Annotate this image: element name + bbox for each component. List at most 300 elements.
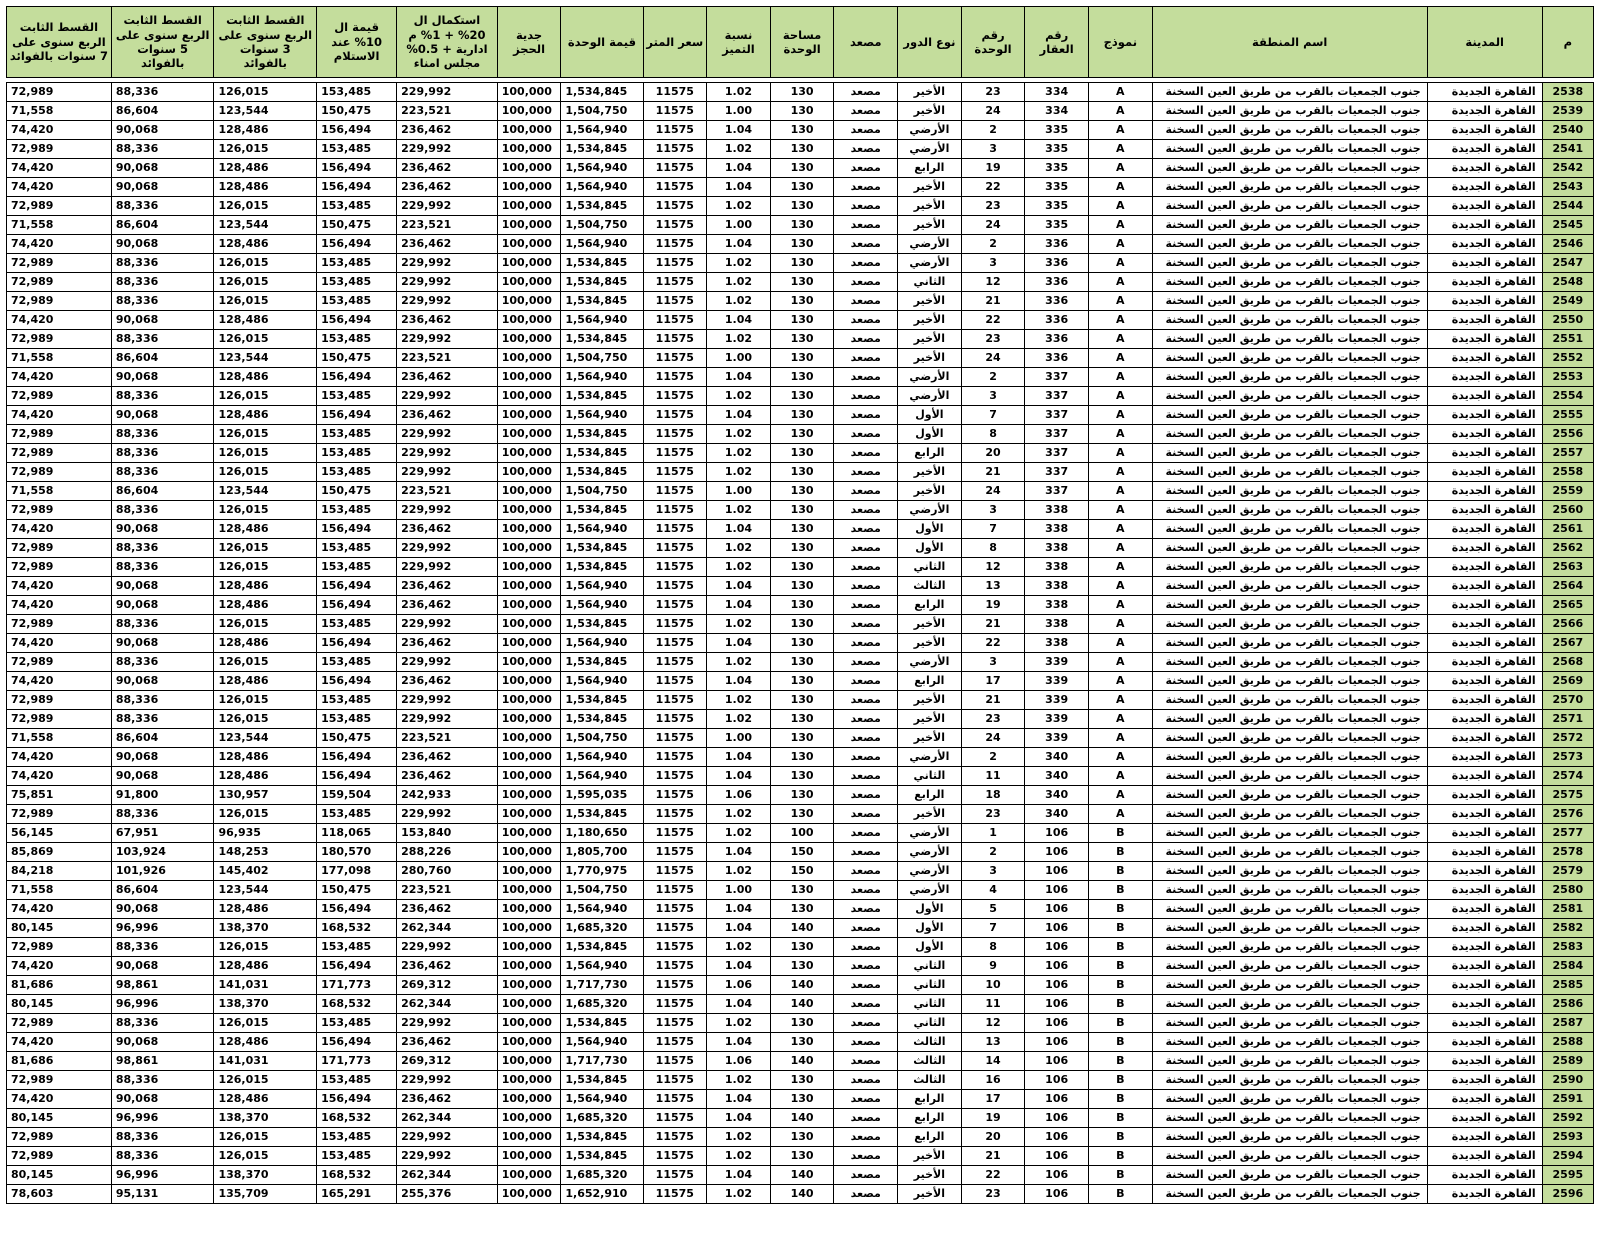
cell-installment-3y: 126,015 bbox=[214, 1128, 317, 1147]
cell-unit-value: 1,534,845 bbox=[561, 653, 643, 672]
cell-installment-7y: 72,989 bbox=[7, 1128, 112, 1147]
cell-installment-7y: 72,989 bbox=[7, 273, 112, 292]
cell-model: A bbox=[1088, 615, 1152, 634]
cell-region: جنوب الجمعيات بالقرب من طريق العين السخنة bbox=[1152, 159, 1427, 178]
cell-city: القاهرة الجديدة bbox=[1427, 596, 1542, 615]
cell-property-no: 338 bbox=[1025, 501, 1089, 520]
cell-booking-deposit: 100,000 bbox=[497, 539, 561, 558]
cell-elevator: مصعد bbox=[834, 1090, 898, 1109]
cell-unit-value: 1,805,700 bbox=[561, 843, 643, 862]
cell-property-no: 340 bbox=[1025, 786, 1089, 805]
cell-installment-7y: 80,145 bbox=[7, 919, 112, 938]
cell-region: جنوب الجمعيات بالقرب من طريق العين السخنة bbox=[1152, 615, 1427, 634]
cell-city: القاهرة الجديدة bbox=[1427, 691, 1542, 710]
cell-elevator: مصعد bbox=[834, 748, 898, 767]
cell-completion: 236,462 bbox=[397, 368, 498, 387]
cell-installment-3y: 128,486 bbox=[214, 159, 317, 178]
cell-elevator: مصعد bbox=[834, 197, 898, 216]
cell-installment-5y: 98,861 bbox=[111, 976, 214, 995]
cell-installment-7y: 72,989 bbox=[7, 615, 112, 634]
cell-region: جنوب الجمعيات بالقرب من طريق العين السخنة bbox=[1152, 83, 1427, 102]
cell-property-no: 335 bbox=[1025, 159, 1089, 178]
cell-installment-5y: 90,068 bbox=[111, 311, 214, 330]
cell-property-no: 334 bbox=[1025, 83, 1089, 102]
cell-delivery-10pct: 153,485 bbox=[317, 938, 397, 957]
cell-sqm-price: 11575 bbox=[643, 178, 707, 197]
cell-id: 2588 bbox=[1542, 1033, 1593, 1052]
cell-id: 2584 bbox=[1542, 957, 1593, 976]
cell-installment-7y: 81,686 bbox=[7, 1052, 112, 1071]
cell-installment-3y: 126,015 bbox=[214, 501, 317, 520]
cell-elevator: مصعد bbox=[834, 254, 898, 273]
cell-sqm-price: 11575 bbox=[643, 406, 707, 425]
cell-unit-value: 1,534,845 bbox=[561, 425, 643, 444]
cell-floor-type: الأخير bbox=[898, 634, 962, 653]
cell-floor-type: الأخير bbox=[898, 1166, 962, 1185]
cell-id: 2555 bbox=[1542, 406, 1593, 425]
cell-elevator: مصعد bbox=[834, 824, 898, 843]
table-row bbox=[7, 976, 1594, 995]
cell-installment-5y: 90,068 bbox=[111, 596, 214, 615]
cell-model: A bbox=[1088, 672, 1152, 691]
cell-id: 2578 bbox=[1542, 843, 1593, 862]
cell-model: B bbox=[1088, 843, 1152, 862]
cell-city: القاهرة الجديدة bbox=[1427, 311, 1542, 330]
table-row bbox=[7, 197, 1594, 216]
cell-sqm-price: 11575 bbox=[643, 691, 707, 710]
cell-delivery-10pct: 150,475 bbox=[317, 482, 397, 501]
cell-unit-value: 1,564,940 bbox=[561, 235, 643, 254]
cell-unit-no: 16 bbox=[961, 1071, 1025, 1090]
table-row bbox=[7, 273, 1594, 292]
cell-completion: 288,226 bbox=[397, 843, 498, 862]
cell-floor-type: الأول bbox=[898, 520, 962, 539]
table-row bbox=[7, 330, 1594, 349]
cell-city: القاهرة الجديدة bbox=[1427, 1071, 1542, 1090]
cell-completion: 236,462 bbox=[397, 672, 498, 691]
cell-installment-3y: 126,015 bbox=[214, 805, 317, 824]
cell-region: جنوب الجمعيات بالقرب من طريق العين السخنة bbox=[1152, 501, 1427, 520]
cell-installment-3y: 138,370 bbox=[214, 919, 317, 938]
cell-premium-ratio: 1.00 bbox=[707, 729, 771, 748]
cell-id: 2559 bbox=[1542, 482, 1593, 501]
table-row bbox=[7, 1014, 1594, 1033]
cell-installment-5y: 86,604 bbox=[111, 216, 214, 235]
cell-sqm-price: 11575 bbox=[643, 843, 707, 862]
cell-region: جنوب الجمعيات بالقرب من طريق العين السخنة bbox=[1152, 710, 1427, 729]
cell-unit-no: 23 bbox=[961, 710, 1025, 729]
cell-delivery-10pct: 153,485 bbox=[317, 387, 397, 406]
table-row bbox=[7, 463, 1594, 482]
cell-elevator: مصعد bbox=[834, 729, 898, 748]
cell-completion: 236,462 bbox=[397, 235, 498, 254]
cell-area: 140 bbox=[770, 919, 834, 938]
cell-delivery-10pct: 153,485 bbox=[317, 254, 397, 273]
cell-region: جنوب الجمعيات بالقرب من طريق العين السخنة bbox=[1152, 824, 1427, 843]
cell-installment-3y: 126,015 bbox=[214, 653, 317, 672]
cell-booking-deposit: 100,000 bbox=[497, 1090, 561, 1109]
cell-unit-no: 22 bbox=[961, 178, 1025, 197]
cell-completion: 229,992 bbox=[397, 254, 498, 273]
cell-installment-3y: 123,544 bbox=[214, 349, 317, 368]
cell-installment-3y: 128,486 bbox=[214, 368, 317, 387]
table-row bbox=[7, 1147, 1594, 1166]
cell-region: جنوب الجمعيات بالقرب من طريق العين السخنة bbox=[1152, 482, 1427, 501]
cell-booking-deposit: 100,000 bbox=[497, 1147, 561, 1166]
cell-floor-type: الأخير bbox=[898, 482, 962, 501]
cell-floor-type: الأخير bbox=[898, 710, 962, 729]
cell-property-no: 339 bbox=[1025, 691, 1089, 710]
cell-property-no: 106 bbox=[1025, 1052, 1089, 1071]
cell-sqm-price: 11575 bbox=[643, 197, 707, 216]
cell-floor-type: الأول bbox=[898, 406, 962, 425]
cell-installment-7y: 72,989 bbox=[7, 710, 112, 729]
cell-model: B bbox=[1088, 1147, 1152, 1166]
cell-unit-value: 1,504,750 bbox=[561, 349, 643, 368]
cell-installment-5y: 88,336 bbox=[111, 197, 214, 216]
cell-installment-7y: 74,420 bbox=[7, 520, 112, 539]
table-row bbox=[7, 596, 1594, 615]
cell-sqm-price: 11575 bbox=[643, 729, 707, 748]
cell-booking-deposit: 100,000 bbox=[497, 786, 561, 805]
cell-sqm-price: 11575 bbox=[643, 140, 707, 159]
cell-floor-type: الأخير bbox=[898, 102, 962, 121]
cell-city: القاهرة الجديدة bbox=[1427, 1185, 1542, 1204]
table-row bbox=[7, 881, 1594, 900]
cell-delivery-10pct: 156,494 bbox=[317, 634, 397, 653]
cell-property-no: 338 bbox=[1025, 520, 1089, 539]
cell-completion: 229,992 bbox=[397, 387, 498, 406]
cell-unit-no: 23 bbox=[961, 197, 1025, 216]
cell-premium-ratio: 1.02 bbox=[707, 330, 771, 349]
cell-region: جنوب الجمعيات بالقرب من طريق العين السخنة bbox=[1152, 197, 1427, 216]
cell-premium-ratio: 1.04 bbox=[707, 596, 771, 615]
cell-delivery-10pct: 153,485 bbox=[317, 444, 397, 463]
cell-delivery-10pct: 171,773 bbox=[317, 1052, 397, 1071]
cell-sqm-price: 11575 bbox=[643, 292, 707, 311]
cell-area: 130 bbox=[770, 748, 834, 767]
cell-region: جنوب الجمعيات بالقرب من طريق العين السخنة bbox=[1152, 976, 1427, 995]
table-row bbox=[7, 1109, 1594, 1128]
cell-unit-value: 1,717,730 bbox=[561, 1052, 643, 1071]
cell-model: A bbox=[1088, 729, 1152, 748]
cell-installment-3y: 128,486 bbox=[214, 767, 317, 786]
cell-city: القاهرة الجديدة bbox=[1427, 900, 1542, 919]
cell-model: B bbox=[1088, 824, 1152, 843]
cell-premium-ratio: 1.02 bbox=[707, 1185, 771, 1204]
cell-city: القاهرة الجديدة bbox=[1427, 881, 1542, 900]
table-row bbox=[7, 1071, 1594, 1090]
cell-completion: 269,312 bbox=[397, 976, 498, 995]
cell-sqm-price: 11575 bbox=[643, 1147, 707, 1166]
cell-model: B bbox=[1088, 1071, 1152, 1090]
cell-premium-ratio: 1.04 bbox=[707, 1090, 771, 1109]
cell-unit-value: 1,534,845 bbox=[561, 387, 643, 406]
table-row bbox=[7, 254, 1594, 273]
cell-delivery-10pct: 156,494 bbox=[317, 1033, 397, 1052]
cell-floor-type: الأول bbox=[898, 919, 962, 938]
cell-elevator: مصعد bbox=[834, 406, 898, 425]
cell-premium-ratio: 1.02 bbox=[707, 615, 771, 634]
cell-model: B bbox=[1088, 957, 1152, 976]
cell-unit-value: 1,564,940 bbox=[561, 368, 643, 387]
table-row bbox=[7, 691, 1594, 710]
cell-area: 130 bbox=[770, 425, 834, 444]
cell-property-no: 106 bbox=[1025, 824, 1089, 843]
cell-elevator: مصعد bbox=[834, 121, 898, 140]
cell-booking-deposit: 100,000 bbox=[497, 482, 561, 501]
cell-elevator: مصعد bbox=[834, 368, 898, 387]
cell-installment-7y: 81,686 bbox=[7, 976, 112, 995]
cell-installment-5y: 86,604 bbox=[111, 881, 214, 900]
cell-unit-no: 11 bbox=[961, 995, 1025, 1014]
cell-sqm-price: 11575 bbox=[643, 881, 707, 900]
cell-installment-3y: 126,015 bbox=[214, 1014, 317, 1033]
cell-sqm-price: 11575 bbox=[643, 976, 707, 995]
cell-elevator: مصعد bbox=[834, 520, 898, 539]
cell-completion: 236,462 bbox=[397, 596, 498, 615]
cell-elevator: مصعد bbox=[834, 805, 898, 824]
cell-model: A bbox=[1088, 767, 1152, 786]
cell-area: 130 bbox=[770, 178, 834, 197]
cell-property-no: 106 bbox=[1025, 881, 1089, 900]
cell-floor-type: الأرضي bbox=[898, 501, 962, 520]
cell-installment-7y: 72,989 bbox=[7, 1071, 112, 1090]
cell-area: 130 bbox=[770, 121, 834, 140]
cell-unit-value: 1,534,845 bbox=[561, 1128, 643, 1147]
col-header-elevator: مصعد bbox=[834, 7, 898, 78]
cell-installment-3y: 123,544 bbox=[214, 102, 317, 121]
table-row bbox=[7, 653, 1594, 672]
cell-area: 130 bbox=[770, 444, 834, 463]
cell-booking-deposit: 100,000 bbox=[497, 862, 561, 881]
cell-property-no: 340 bbox=[1025, 767, 1089, 786]
cell-sqm-price: 11575 bbox=[643, 824, 707, 843]
cell-property-no: 338 bbox=[1025, 539, 1089, 558]
cell-installment-7y: 72,989 bbox=[7, 197, 112, 216]
cell-area: 140 bbox=[770, 1052, 834, 1071]
cell-model: A bbox=[1088, 235, 1152, 254]
cell-delivery-10pct: 153,485 bbox=[317, 1014, 397, 1033]
cell-area: 130 bbox=[770, 330, 834, 349]
cell-region: جنوب الجمعيات بالقرب من طريق العين السخنة bbox=[1152, 406, 1427, 425]
cell-delivery-10pct: 153,485 bbox=[317, 292, 397, 311]
cell-id: 2569 bbox=[1542, 672, 1593, 691]
cell-booking-deposit: 100,000 bbox=[497, 140, 561, 159]
cell-unit-value: 1,504,750 bbox=[561, 102, 643, 121]
table-row bbox=[7, 1185, 1594, 1204]
cell-installment-5y: 90,068 bbox=[111, 672, 214, 691]
cell-property-no: 106 bbox=[1025, 995, 1089, 1014]
cell-booking-deposit: 100,000 bbox=[497, 805, 561, 824]
cell-installment-5y: 90,068 bbox=[111, 748, 214, 767]
cell-floor-type: الأخير bbox=[898, 83, 962, 102]
cell-delivery-10pct: 168,532 bbox=[317, 1166, 397, 1185]
cell-id: 2560 bbox=[1542, 501, 1593, 520]
cell-area: 130 bbox=[770, 957, 834, 976]
cell-delivery-10pct: 153,485 bbox=[317, 710, 397, 729]
cell-property-no: 106 bbox=[1025, 1147, 1089, 1166]
cell-installment-7y: 72,989 bbox=[7, 805, 112, 824]
cell-id: 2541 bbox=[1542, 140, 1593, 159]
col-header-model: نموذج bbox=[1088, 7, 1152, 78]
cell-region: جنوب الجمعيات بالقرب من طريق العين السخنة bbox=[1152, 634, 1427, 653]
cell-city: القاهرة الجديدة bbox=[1427, 995, 1542, 1014]
col-header-installment-3y: القسط الثابت الربع سنوى على 3 سنوات بالفوائد bbox=[214, 7, 317, 78]
table-row bbox=[7, 501, 1594, 520]
cell-area: 130 bbox=[770, 1071, 834, 1090]
cell-city: القاهرة الجديدة bbox=[1427, 463, 1542, 482]
cell-installment-7y: 72,989 bbox=[7, 1147, 112, 1166]
cell-premium-ratio: 1.02 bbox=[707, 653, 771, 672]
table-row bbox=[7, 349, 1594, 368]
cell-model: A bbox=[1088, 102, 1152, 121]
cell-model: A bbox=[1088, 482, 1152, 501]
cell-installment-7y: 72,989 bbox=[7, 83, 112, 102]
cell-installment-5y: 103,924 bbox=[111, 843, 214, 862]
cell-unit-no: 9 bbox=[961, 957, 1025, 976]
cell-installment-3y: 128,486 bbox=[214, 577, 317, 596]
cell-sqm-price: 11575 bbox=[643, 216, 707, 235]
table-row bbox=[7, 444, 1594, 463]
cell-booking-deposit: 100,000 bbox=[497, 634, 561, 653]
cell-model: A bbox=[1088, 520, 1152, 539]
cell-elevator: مصعد bbox=[834, 577, 898, 596]
cell-booking-deposit: 100,000 bbox=[497, 159, 561, 178]
cell-model: B bbox=[1088, 900, 1152, 919]
cell-installment-7y: 84,218 bbox=[7, 862, 112, 881]
cell-unit-value: 1,534,845 bbox=[561, 444, 643, 463]
cell-installment-3y: 128,486 bbox=[214, 311, 317, 330]
cell-id: 2585 bbox=[1542, 976, 1593, 995]
cell-floor-type: الأخير bbox=[898, 1185, 962, 1204]
cell-delivery-10pct: 156,494 bbox=[317, 596, 397, 615]
cell-area: 130 bbox=[770, 273, 834, 292]
cell-id: 2577 bbox=[1542, 824, 1593, 843]
cell-region: جنوب الجمعيات بالقرب من طريق العين السخنة bbox=[1152, 178, 1427, 197]
cell-floor-type: الثالث bbox=[898, 1071, 962, 1090]
cell-completion: 229,992 bbox=[397, 444, 498, 463]
cell-installment-5y: 90,068 bbox=[111, 178, 214, 197]
cell-installment-3y: 138,370 bbox=[214, 995, 317, 1014]
cell-region: جنوب الجمعيات بالقرب من طريق العين السخنة bbox=[1152, 957, 1427, 976]
cell-booking-deposit: 100,000 bbox=[497, 501, 561, 520]
cell-elevator: مصعد bbox=[834, 444, 898, 463]
table-row bbox=[7, 1090, 1594, 1109]
cell-delivery-10pct: 153,485 bbox=[317, 1128, 397, 1147]
cell-id: 2543 bbox=[1542, 178, 1593, 197]
cell-id: 2554 bbox=[1542, 387, 1593, 406]
cell-elevator: مصعد bbox=[834, 691, 898, 710]
cell-unit-no: 21 bbox=[961, 292, 1025, 311]
cell-id: 2551 bbox=[1542, 330, 1593, 349]
cell-installment-7y: 72,989 bbox=[7, 691, 112, 710]
cell-premium-ratio: 1.00 bbox=[707, 216, 771, 235]
cell-completion: 229,992 bbox=[397, 558, 498, 577]
cell-unit-no: 13 bbox=[961, 577, 1025, 596]
cell-property-no: 336 bbox=[1025, 254, 1089, 273]
cell-premium-ratio: 1.04 bbox=[707, 957, 771, 976]
cell-city: القاهرة الجديدة bbox=[1427, 938, 1542, 957]
cell-city: القاهرة الجديدة bbox=[1427, 786, 1542, 805]
cell-installment-3y: 126,015 bbox=[214, 938, 317, 957]
cell-elevator: مصعد bbox=[834, 900, 898, 919]
cell-delivery-10pct: 153,485 bbox=[317, 691, 397, 710]
cell-region: جنوب الجمعيات بالقرب من طريق العين السخنة bbox=[1152, 881, 1427, 900]
cell-area: 130 bbox=[770, 805, 834, 824]
cell-property-no: 337 bbox=[1025, 368, 1089, 387]
cell-completion: 223,521 bbox=[397, 881, 498, 900]
table-row bbox=[7, 1166, 1594, 1185]
cell-installment-3y: 141,031 bbox=[214, 976, 317, 995]
cell-delivery-10pct: 150,475 bbox=[317, 881, 397, 900]
cell-elevator: مصعد bbox=[834, 235, 898, 254]
cell-unit-no: 13 bbox=[961, 1033, 1025, 1052]
cell-delivery-10pct: 156,494 bbox=[317, 159, 397, 178]
cell-completion: 229,992 bbox=[397, 653, 498, 672]
cell-city: القاهرة الجديدة bbox=[1427, 1147, 1542, 1166]
cell-model: A bbox=[1088, 197, 1152, 216]
cell-city: القاهرة الجديدة bbox=[1427, 216, 1542, 235]
cell-premium-ratio: 1.02 bbox=[707, 463, 771, 482]
cell-area: 130 bbox=[770, 482, 834, 501]
cell-id: 2538 bbox=[1542, 83, 1593, 102]
cell-unit-no: 23 bbox=[961, 330, 1025, 349]
cell-booking-deposit: 100,000 bbox=[497, 387, 561, 406]
cell-model: A bbox=[1088, 178, 1152, 197]
cell-id: 2563 bbox=[1542, 558, 1593, 577]
cell-region: جنوب الجمعيات بالقرب من طريق العين السخنة bbox=[1152, 140, 1427, 159]
cell-booking-deposit: 100,000 bbox=[497, 748, 561, 767]
cell-area: 130 bbox=[770, 672, 834, 691]
cell-installment-5y: 96,996 bbox=[111, 919, 214, 938]
cell-id: 2564 bbox=[1542, 577, 1593, 596]
cell-area: 130 bbox=[770, 368, 834, 387]
table-row bbox=[7, 748, 1594, 767]
cell-installment-5y: 90,068 bbox=[111, 1090, 214, 1109]
cell-sqm-price: 11575 bbox=[643, 558, 707, 577]
cell-installment-7y: 72,989 bbox=[7, 425, 112, 444]
cell-delivery-10pct: 168,532 bbox=[317, 919, 397, 938]
cell-model: A bbox=[1088, 292, 1152, 311]
cell-premium-ratio: 1.04 bbox=[707, 843, 771, 862]
cell-installment-5y: 88,336 bbox=[111, 273, 214, 292]
cell-completion: 269,312 bbox=[397, 1052, 498, 1071]
cell-sqm-price: 11575 bbox=[643, 919, 707, 938]
cell-sqm-price: 11575 bbox=[643, 254, 707, 273]
cell-floor-type: الرابع bbox=[898, 159, 962, 178]
table-row bbox=[7, 824, 1594, 843]
cell-unit-no: 23 bbox=[961, 1185, 1025, 1204]
cell-property-no: 335 bbox=[1025, 178, 1089, 197]
cell-installment-5y: 88,336 bbox=[111, 539, 214, 558]
cell-area: 140 bbox=[770, 1109, 834, 1128]
cell-model: A bbox=[1088, 748, 1152, 767]
cell-floor-type: الرابع bbox=[898, 1090, 962, 1109]
cell-elevator: مصعد bbox=[834, 273, 898, 292]
cell-premium-ratio: 1.02 bbox=[707, 444, 771, 463]
cell-elevator: مصعد bbox=[834, 178, 898, 197]
cell-floor-type: الثاني bbox=[898, 1014, 962, 1033]
cell-area: 130 bbox=[770, 1033, 834, 1052]
cell-id: 2540 bbox=[1542, 121, 1593, 140]
cell-installment-5y: 90,068 bbox=[111, 900, 214, 919]
cell-unit-no: 20 bbox=[961, 1128, 1025, 1147]
cell-premium-ratio: 1.02 bbox=[707, 938, 771, 957]
cell-model: A bbox=[1088, 387, 1152, 406]
cell-completion: 236,462 bbox=[397, 957, 498, 976]
cell-floor-type: الأول bbox=[898, 425, 962, 444]
